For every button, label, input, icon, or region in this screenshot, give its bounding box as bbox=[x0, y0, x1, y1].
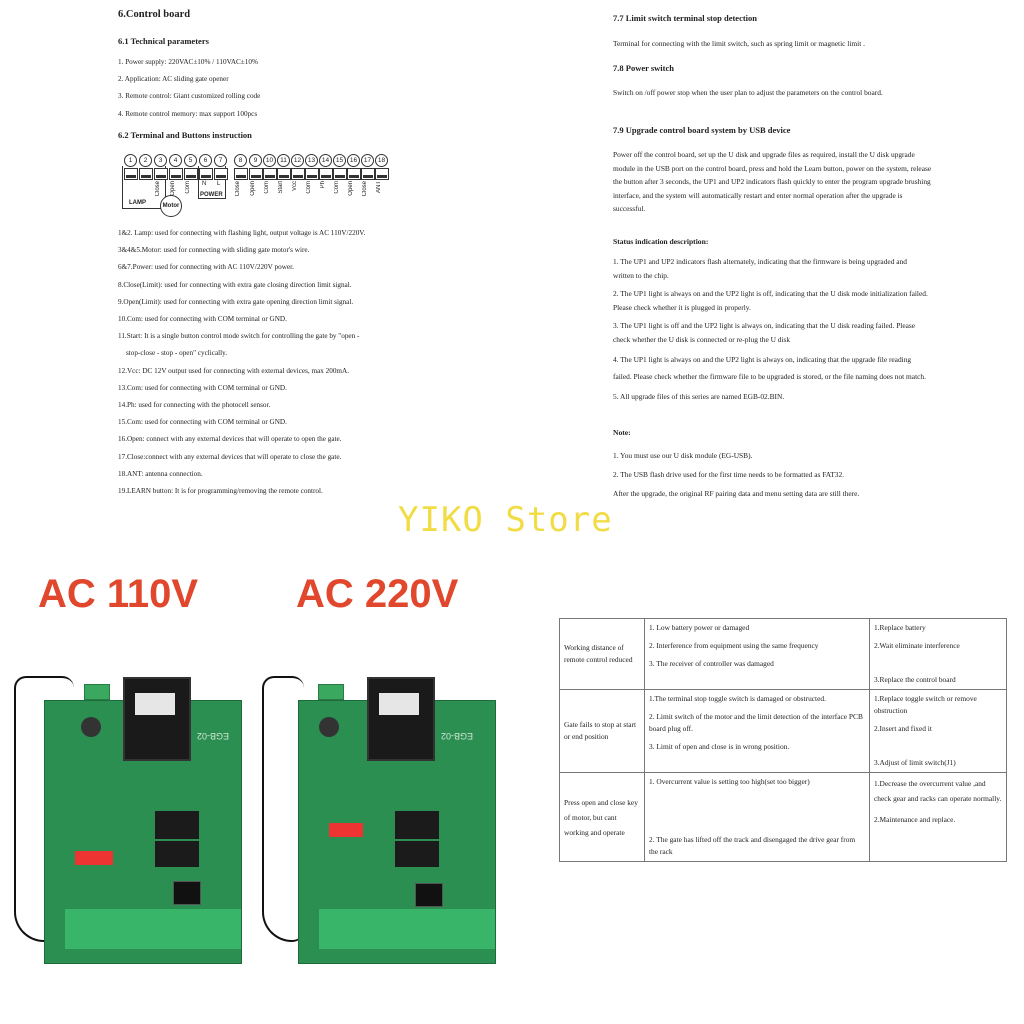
list-item: 14.Ph: used for connecting with the photocell sensor. bbox=[118, 401, 271, 410]
terminal-label: Close bbox=[155, 181, 161, 197]
table-row bbox=[560, 773, 1007, 862]
terminal-number: 13 bbox=[305, 154, 318, 167]
terminal-number: 8 bbox=[234, 154, 247, 167]
terminal-label: Open bbox=[250, 181, 256, 196]
terminal-block bbox=[319, 168, 333, 180]
capacitor bbox=[81, 717, 101, 737]
usb-upgrade-text: Power off the control board, set up the U disk and upgrade files as required, install the U disk upgrade module in the USB port on the control board, press and hold the Learn button, power on the system, release the button after 3 seconds, the UP1 and UP2 indicators flash quickly to enter the program upgrade brushing interface, and the system will automatically restart and enter normal operation after the upgrade is successful. bbox=[613, 150, 932, 213]
limit-switch-heading: 7.7 Limit switch terminal stop detection bbox=[613, 13, 758, 23]
terminal-number: 3 bbox=[154, 154, 167, 167]
terminal-number: 9 bbox=[249, 154, 262, 167]
tech-params-list bbox=[118, 54, 260, 123]
causes-cell bbox=[645, 773, 870, 862]
list-item: 8.Close(Limit): used for connecting with extra gate closing direction limit signal. bbox=[118, 280, 352, 289]
terminal-label: N bbox=[202, 181, 207, 187]
list-item: 19.LEARN button: It is for programming/removing the remote control. bbox=[118, 487, 323, 496]
solution-item: 1.Replace toggle switch or remove obstruction bbox=[874, 694, 977, 715]
terminal-number: 10 bbox=[263, 154, 276, 167]
transformer bbox=[123, 677, 191, 761]
store-watermark: YIKO Store bbox=[398, 500, 613, 540]
terminal-number: 2 bbox=[139, 154, 152, 167]
terminal-strip bbox=[65, 909, 241, 949]
terminal-block bbox=[277, 168, 291, 180]
note-item: After the upgrade, the original RF pairing data and menu setting data are still there. bbox=[613, 489, 860, 498]
terminal-label: Close bbox=[362, 181, 368, 197]
solutions-cell bbox=[870, 773, 1007, 862]
motor-symbol: Motor bbox=[160, 195, 182, 217]
terminal-block bbox=[347, 168, 361, 180]
solution-item: 2.Maintenance and replace. bbox=[874, 815, 956, 824]
terminal-number: 6 bbox=[199, 154, 212, 167]
list-item: 10.Com: used for connecting with COM terminal or GND. bbox=[118, 315, 287, 324]
list-item: 17.Close:connect with any external devices that will operate to close the gate. bbox=[118, 452, 342, 461]
terminal-heading: 6.2 Terminal and Buttons instruction bbox=[118, 130, 252, 140]
terminal-block bbox=[249, 168, 263, 180]
terminal-number: 15 bbox=[333, 154, 346, 167]
terminal-label: Com bbox=[185, 181, 191, 194]
relay bbox=[155, 811, 199, 839]
cause-item: 3. The receiver of controller was damaged bbox=[649, 659, 774, 668]
cause-item: 2. Limit switch of the motor and the limit detection of the interface PCB board plug off. bbox=[649, 712, 863, 733]
note-item: 2. The USB flash drive used for the first time needs to be formatted as FAT32. bbox=[613, 470, 845, 479]
antenna-connector bbox=[318, 684, 344, 700]
section-heading: 6.Control board bbox=[118, 9, 191, 20]
solution-item: 2.Wait eliminate interference bbox=[874, 641, 960, 650]
relay bbox=[155, 841, 199, 867]
table-row bbox=[560, 619, 1007, 690]
relay bbox=[395, 811, 439, 839]
list-item: 12.Vcc: DC 12V output used for connecting with external devices, max 200mA. bbox=[118, 366, 350, 375]
terminal-diagram bbox=[122, 154, 390, 216]
terminal-block bbox=[291, 168, 305, 180]
status-item: 3. The UP1 light is off and the UP2 light is always on, indicating that the U disk reading failed. Please check whether the U disk is connected or re-plug the U disk bbox=[613, 321, 916, 344]
cause-item: 2. Interference from equipment using the same frequency bbox=[649, 641, 819, 650]
problem-cell: Gate fails to stop at start or end position bbox=[560, 690, 645, 773]
lamp-label: LAMP bbox=[129, 200, 146, 206]
relay bbox=[395, 841, 439, 867]
terminal-block bbox=[333, 168, 347, 180]
control-board-110v bbox=[44, 700, 242, 964]
terminal-block bbox=[361, 168, 375, 180]
solution-item: 2.Insert and fixed it bbox=[874, 724, 932, 733]
terminal-number: 4 bbox=[169, 154, 182, 167]
capacitor bbox=[319, 717, 339, 737]
list-item: 9.Open(Limit): used for connecting with extra gate opening direction limit signal. bbox=[118, 297, 354, 306]
transformer-label bbox=[135, 693, 175, 715]
terminal-block bbox=[305, 168, 319, 180]
terminal-label: ANT bbox=[376, 181, 382, 193]
terminal-description-list bbox=[118, 225, 365, 500]
terminal-block bbox=[234, 168, 248, 180]
dip-switch bbox=[75, 851, 113, 865]
note-heading: Note: bbox=[613, 428, 631, 437]
status-item: 4. The UP1 light is always on and the UP2 light is always on, indicating that the upgrade file reading failed. Please check whether the firmware file to be upgraded is stored, or the file naming does not match. bbox=[613, 355, 926, 381]
terminal-label: Open bbox=[348, 181, 354, 196]
solution-item: 3.Adjust of limit switch(J1) bbox=[874, 758, 956, 767]
terminal-label: Ph bbox=[320, 181, 326, 189]
terminal-block bbox=[154, 168, 168, 180]
power-rocker-switch bbox=[173, 881, 201, 905]
voltage-label-220: AC 220V bbox=[296, 572, 459, 616]
terminal-label: Com bbox=[334, 181, 340, 194]
terminal-label: Open bbox=[170, 181, 176, 196]
board-marking: EGB-02 bbox=[197, 731, 230, 741]
troubleshooting-table bbox=[559, 618, 1007, 862]
terminal-number: 7 bbox=[214, 154, 227, 167]
note-item: 1. You must use our U disk module (EG-USB). bbox=[613, 451, 753, 460]
control-board-220v bbox=[298, 700, 496, 964]
terminal-label: Start bbox=[278, 181, 284, 194]
terminal-label: L bbox=[217, 181, 221, 187]
terminal-number: 17 bbox=[361, 154, 374, 167]
list-item: 6&7.Power: used for connecting with AC 110V/220V power. bbox=[118, 263, 294, 272]
solution-item: 1.Replace battery bbox=[874, 623, 926, 632]
list-item: 2. Application: AC sliding gate opener bbox=[118, 75, 229, 84]
terminal-number: 5 bbox=[184, 154, 197, 167]
list-item: 3. Remote control: Giant customized rolling code bbox=[118, 92, 261, 101]
list-item: 3&4&5.Motor: used for connecting with sliding gate motor's wire. bbox=[118, 246, 310, 255]
solution-item: 1.Decrease the overcurrent value ,and check gear and racks can operate normally. bbox=[874, 779, 1002, 803]
terminal-block bbox=[124, 168, 138, 180]
terminal-number: 1 bbox=[124, 154, 137, 167]
note-list bbox=[613, 446, 933, 503]
list-item: 13.Com: used for connecting with COM terminal or GND. bbox=[118, 383, 287, 392]
status-list bbox=[613, 255, 928, 404]
list-item: 16.Open: connect with any external devices that will operate to open the gate. bbox=[118, 435, 342, 444]
transformer-label bbox=[379, 693, 419, 715]
cause-item: 2. The gate has lifted off the track and disengaged the drive gear from the rack bbox=[649, 835, 856, 856]
power-rocker-switch bbox=[415, 883, 443, 907]
terminal-block bbox=[199, 168, 213, 180]
status-heading: Status indication description: bbox=[613, 237, 709, 246]
power-switch-text: Switch on /off power stop when the user plan to adjust the parameters on the control board. bbox=[613, 88, 883, 97]
status-item: 5. All upgrade files of this series are named EGB-02.BIN. bbox=[613, 392, 785, 401]
transformer bbox=[367, 677, 435, 761]
causes-cell bbox=[645, 619, 870, 690]
terminal-number: 14 bbox=[319, 154, 332, 167]
list-item: 4. Remote control memory: max support 100pcs bbox=[118, 109, 258, 118]
tech-params-heading: 6.1 Technical parameters bbox=[118, 36, 209, 46]
terminal-block bbox=[139, 168, 153, 180]
problem-cell: Working distance of remote control reduced bbox=[560, 619, 645, 690]
terminal-label: Com bbox=[306, 181, 312, 194]
problem-cell: Press open and close key of motor, but cant working and operate bbox=[560, 773, 645, 862]
power-switch-heading: 7.8 Power switch bbox=[613, 63, 674, 73]
list-item: 15.Com: used for connecting with COM terminal or GND. bbox=[118, 418, 287, 427]
terminal-number: 12 bbox=[291, 154, 304, 167]
status-item: 1. The UP1 and UP2 indicators flash alternately, indicating that the firmware is being upgraded and written to the chip. bbox=[613, 257, 907, 280]
list-item: 18.ANT: antenna connection. bbox=[118, 469, 203, 478]
terminal-block bbox=[263, 168, 277, 180]
terminal-block bbox=[169, 168, 183, 180]
cause-item: 1.The terminal stop toggle switch is damaged or obstructed. bbox=[649, 694, 826, 703]
terminal-label: Close bbox=[235, 181, 241, 197]
list-item: 11.Start: It is a single button control mode switch for controlling the gate by "open - bbox=[118, 332, 360, 341]
limit-switch-text: Terminal for connecting with the limit switch, such as spring limit or magnetic limit . bbox=[613, 39, 865, 48]
terminal-strip bbox=[319, 909, 495, 949]
power-label: POWER bbox=[200, 192, 223, 198]
terminal-number: 11 bbox=[277, 154, 290, 167]
list-item: stop-close - stop - open" cyclically. bbox=[126, 349, 228, 358]
solutions-cell bbox=[870, 690, 1007, 773]
terminal-number: 16 bbox=[347, 154, 360, 167]
terminal-number: 18 bbox=[375, 154, 388, 167]
causes-cell bbox=[645, 690, 870, 773]
dip-switch bbox=[329, 823, 363, 837]
board-marking: EGB-02 bbox=[441, 731, 474, 741]
solutions-cell bbox=[870, 619, 1007, 690]
list-item: 1&2. Lamp: used for connecting with flashing light, output voltage is AC 110V/220V. bbox=[118, 229, 366, 237]
terminal-block bbox=[214, 168, 228, 180]
terminal-label: Vcc bbox=[292, 181, 298, 192]
antenna-connector bbox=[84, 684, 110, 700]
status-item: 2. The UP1 light is always on and the UP2 light is off, indicating that the U disk mode initialization failed. Please check whether it is plugged in properly. bbox=[613, 289, 928, 312]
list-item: 1. Power supply: 220VAC±10% / 110VAC±10% bbox=[118, 58, 258, 66]
cause-item: 1. Overcurrent value is setting too high(set too bigger) bbox=[649, 777, 810, 786]
terminal-label: Com bbox=[264, 181, 270, 194]
cause-item: 3. Limit of open and close is in wrong position. bbox=[649, 742, 790, 751]
cause-item: 1. Low battery power or damaged bbox=[649, 623, 750, 632]
table-row bbox=[560, 690, 1007, 773]
solution-item: 3.Replace the control board bbox=[874, 675, 956, 684]
voltage-label-110: AC 110V bbox=[38, 572, 199, 616]
terminal-block bbox=[375, 168, 389, 180]
usb-upgrade-heading: 7.9 Upgrade control board system by USB device bbox=[613, 125, 791, 135]
terminal-block bbox=[184, 168, 198, 180]
